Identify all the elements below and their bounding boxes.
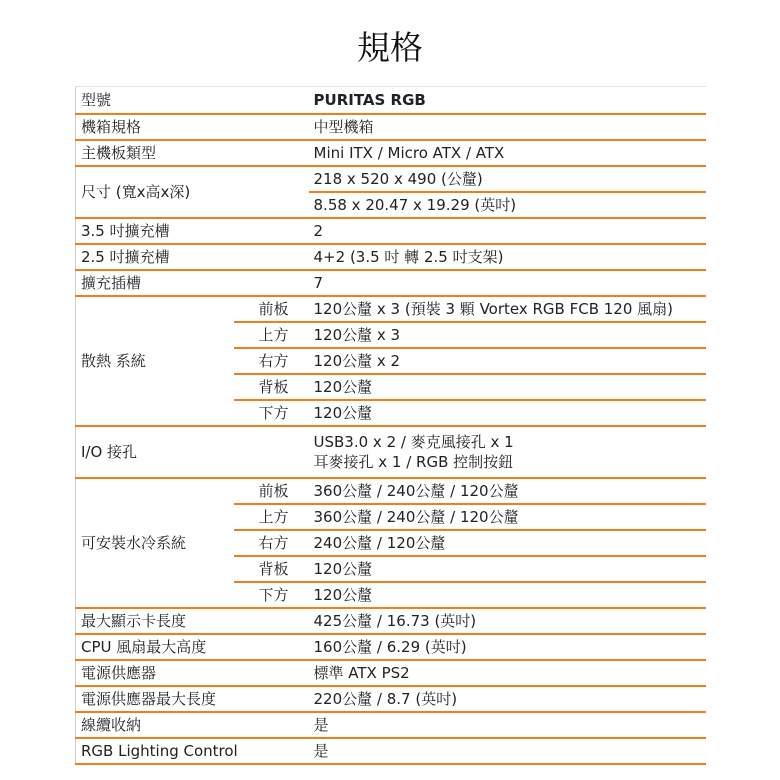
spec-row-dimensions-mm bbox=[76, 166, 706, 192]
spec-row-bay-35 bbox=[76, 218, 706, 244]
spec-row-cpu-cooler bbox=[76, 634, 706, 660]
spec-value: 120公釐 bbox=[309, 582, 706, 608]
spec-label: 散熱 系統 bbox=[76, 296, 234, 426]
spec-value: 4+2 (3.5 吋 轉 2.5 吋支架) bbox=[309, 244, 706, 270]
spec-label: 擴充插槽 bbox=[76, 270, 309, 296]
spec-value: 8.58 x 20.47 x 19.29 (英吋) bbox=[309, 192, 706, 218]
spec-row-cable bbox=[76, 712, 706, 738]
spec-row-motherboard bbox=[76, 140, 706, 166]
position-label: 前板 bbox=[234, 478, 309, 504]
spec-value bbox=[309, 426, 706, 478]
spec-row-io bbox=[76, 426, 706, 478]
position-label: 背板 bbox=[234, 374, 309, 400]
spec-label: RGB Lighting Control bbox=[76, 738, 309, 764]
spec-row-slots bbox=[76, 270, 706, 296]
spec-row-psu-length bbox=[76, 686, 706, 712]
spec-label: 尺寸 (寬x高x深) bbox=[76, 166, 309, 218]
spec-value: 7 bbox=[309, 270, 706, 296]
spec-label: 型號 bbox=[76, 87, 309, 114]
io-line-2: 耳麥接孔 x 1 / RGB 控制按鈕 bbox=[313, 452, 514, 471]
spec-label: I/O 接孔 bbox=[76, 426, 309, 478]
position-label: 背板 bbox=[234, 556, 309, 582]
spec-row-model bbox=[76, 87, 706, 114]
spec-value: Mini ITX / Micro ATX / ATX bbox=[309, 140, 706, 166]
spec-value: 240公釐 / 120公釐 bbox=[309, 530, 706, 556]
spec-label: 可安裝水冷系統 bbox=[76, 478, 234, 608]
spec-row-cooling-front bbox=[76, 296, 706, 322]
position-label: 下方 bbox=[234, 582, 309, 608]
position-label: 右方 bbox=[234, 530, 309, 556]
spec-row-water-front bbox=[76, 478, 706, 504]
spec-value: 中型機箱 bbox=[309, 114, 706, 140]
spec-label: CPU 風扇最大高度 bbox=[76, 634, 309, 660]
spec-value: 218 x 520 x 490 (公釐) bbox=[309, 166, 706, 192]
spec-label: 最大顯示卡長度 bbox=[76, 608, 309, 634]
position-label: 下方 bbox=[234, 400, 309, 426]
position-label: 前板 bbox=[234, 296, 309, 322]
spec-row-bay-25 bbox=[76, 244, 706, 270]
spec-row-psu bbox=[76, 660, 706, 686]
spec-table bbox=[75, 86, 706, 765]
spec-label: 2.5 吋擴充槽 bbox=[76, 244, 309, 270]
spec-value: PURITAS RGB bbox=[309, 87, 706, 114]
spec-label: 機箱規格 bbox=[76, 114, 309, 140]
io-line-1: USB3.0 x 2 / 麥克風接孔 x 1 bbox=[313, 432, 514, 451]
spec-value: 是 bbox=[309, 738, 706, 764]
spec-row-gpu bbox=[76, 608, 706, 634]
spec-value: 120公釐 bbox=[309, 556, 706, 582]
spec-row-case-size bbox=[76, 114, 706, 140]
position-label: 右方 bbox=[234, 348, 309, 374]
position-label: 上方 bbox=[234, 322, 309, 348]
spec-label: 電源供應器 bbox=[76, 660, 309, 686]
spec-label: 電源供應器最大長度 bbox=[76, 686, 309, 712]
spec-value: 220公釐 / 8.7 (英吋) bbox=[309, 686, 706, 712]
position-label: 上方 bbox=[234, 504, 309, 530]
spec-value: 120公釐 x 3 (預裝 3 顆 Vortex RGB FCB 120 風扇) bbox=[309, 296, 706, 322]
spec-value: 標準 ATX PS2 bbox=[309, 660, 706, 686]
spec-value: 120公釐 bbox=[309, 400, 706, 426]
spec-label: 主機板類型 bbox=[76, 140, 309, 166]
spec-value: 2 bbox=[309, 218, 706, 244]
spec-value: 120公釐 bbox=[309, 374, 706, 400]
spec-label: 3.5 吋擴充槽 bbox=[76, 218, 309, 244]
spec-value: 160公釐 / 6.29 (英吋) bbox=[309, 634, 706, 660]
spec-value: 是 bbox=[309, 712, 706, 738]
spec-value: 360公釐 / 240公釐 / 120公釐 bbox=[309, 478, 706, 504]
page-title: 規格 bbox=[357, 28, 423, 67]
spec-value: 120公釐 x 3 bbox=[309, 322, 706, 348]
spec-row-rgb bbox=[76, 738, 706, 764]
spec-value: 360公釐 / 240公釐 / 120公釐 bbox=[309, 504, 706, 530]
spec-value: 120公釐 x 2 bbox=[309, 348, 706, 374]
spec-value: 425公釐 / 16.73 (英吋) bbox=[309, 608, 706, 634]
spec-label: 線纜收納 bbox=[76, 712, 309, 738]
